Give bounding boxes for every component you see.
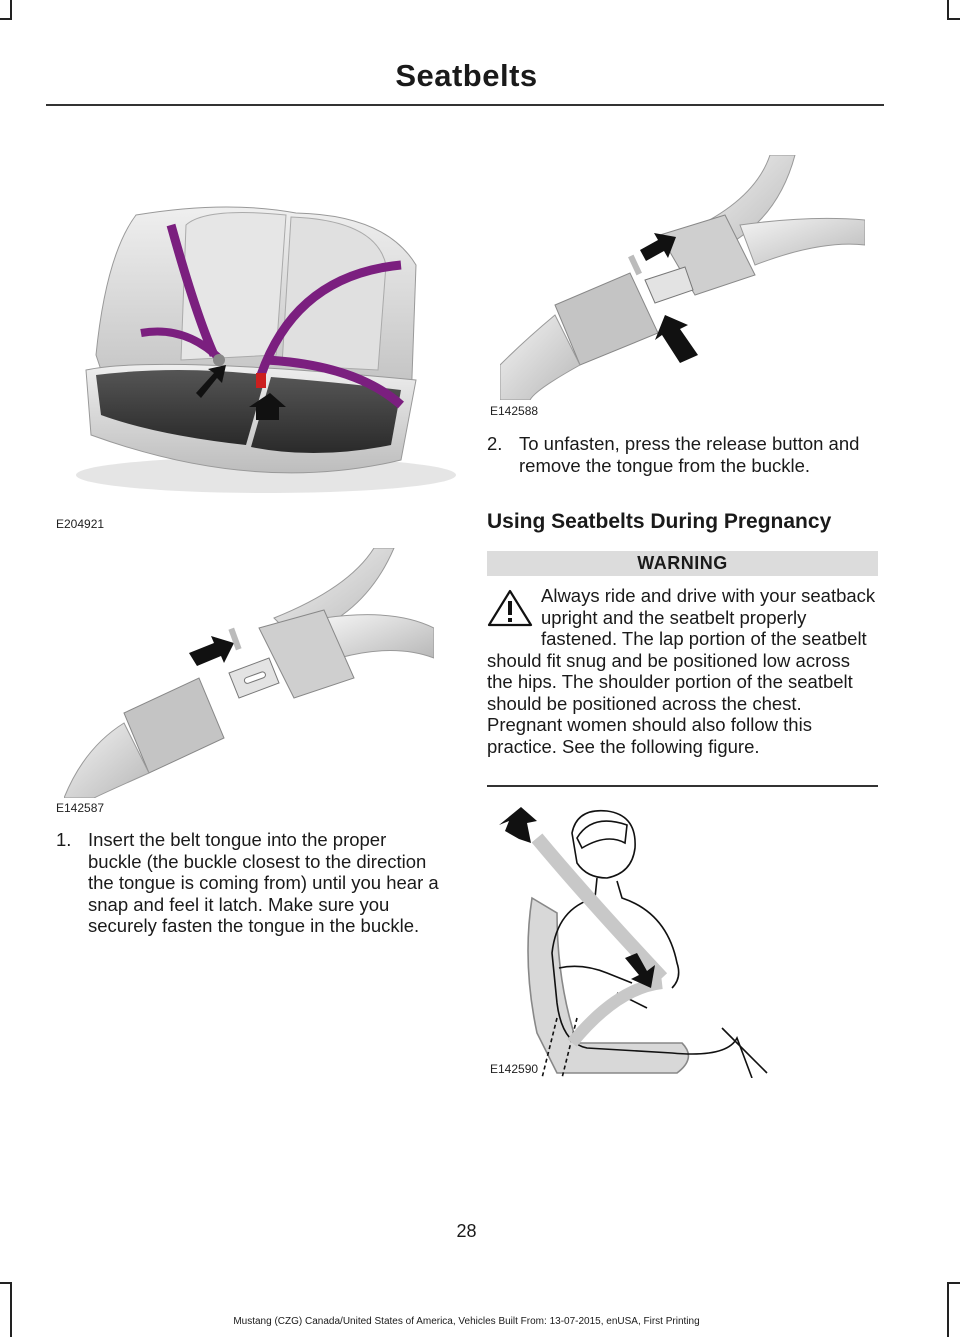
page-title: Seatbelts [395, 58, 538, 93]
crop-mark [947, 18, 960, 20]
step-number: 1. [56, 829, 72, 850]
rear-seat-illustration [56, 195, 456, 500]
figure-code: E142588 [490, 404, 539, 418]
warning-triangle-icon [487, 589, 537, 633]
crop-mark [947, 0, 949, 20]
crop-mark [0, 18, 12, 20]
crop-mark [10, 0, 12, 20]
warning-text: Always ride and drive with your seatback upright and the seatbelt properly fastened. The lap portion of the seatbelt should fit snug and be positioned low across the hips. The shoulder portion of the seatbelt should be positioned across the chest. Pregnant women should also follow this practice. See the following figure. [487, 585, 876, 757]
warning-label: WARNING [487, 551, 878, 576]
figure-code: E142590 [490, 1062, 539, 1076]
crop-mark [947, 1282, 960, 1284]
section-heading: Using Seatbelts During Pregnancy [487, 510, 832, 533]
page-number: 28 [456, 1221, 477, 1241]
header-divider [46, 104, 884, 106]
warning-divider [487, 785, 878, 787]
buckle-fasten-illustration [64, 548, 434, 798]
instruction-step [56, 829, 441, 959]
pregnancy-seatbelt-illustration [497, 803, 777, 1078]
buckle-release-illustration [500, 155, 865, 400]
footer-text: Mustang (CZG) Canada/United States of America, Vehicles Built From: 13-07-2015, enUSA, First Printing [233, 1316, 700, 1327]
crop-mark [0, 1282, 12, 1284]
instruction-step [487, 433, 879, 503]
crop-mark [10, 1282, 12, 1337]
figure-code: E204921 [56, 517, 105, 531]
step-text: To unfasten, press the release button and remove the tongue from the buckle. [519, 433, 860, 476]
step-number: 2. [487, 433, 503, 454]
step-text: Insert the belt tongue into the proper buckle (the buckle closest to the direction the tongue is coming from) until you hear a snap and feel it latch. Make sure you securely fasten the tongue in the buckle. [88, 829, 439, 936]
crop-mark [947, 1282, 949, 1337]
figure-code: E142587 [56, 801, 105, 815]
warning-body [487, 585, 879, 757]
